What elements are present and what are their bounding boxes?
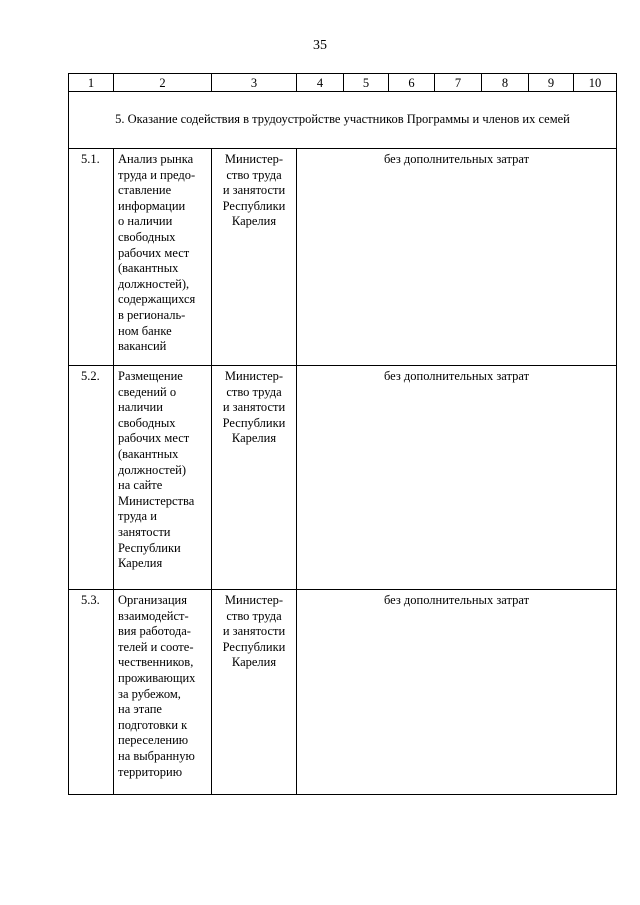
table-row bbox=[69, 590, 617, 795]
section-title: 5. Оказание содействия в трудоустройстве участников Программы и членов их семей bbox=[69, 92, 617, 149]
column-header-8: 8 bbox=[482, 74, 529, 92]
column-header-4: 4 bbox=[297, 74, 344, 92]
column-header-5: 5 bbox=[344, 74, 389, 92]
funding-note: без дополнительных затрат bbox=[297, 366, 617, 590]
column-header-7: 7 bbox=[435, 74, 482, 92]
column-header-6: 6 bbox=[389, 74, 435, 92]
row-number: 5.3. bbox=[69, 590, 114, 795]
column-header-1: 1 bbox=[69, 74, 114, 92]
column-header-9: 9 bbox=[529, 74, 574, 92]
funding-note: без дополнительных затрат bbox=[297, 590, 617, 795]
column-header-3: 3 bbox=[212, 74, 297, 92]
funding-note: без дополнительных затрат bbox=[297, 149, 617, 366]
row-number: 5.2. bbox=[69, 366, 114, 590]
section-row bbox=[69, 92, 617, 149]
measure-description: Организация взаимодейст- вия работода- телей и сооте- чественников, проживающих за рубежом, на этапе подготовки к переселению на выбранную территорию bbox=[114, 590, 212, 795]
row-number: 5.1. bbox=[69, 149, 114, 366]
responsible-executor: Министер- ство труда и занятости Республики Карелия bbox=[212, 366, 297, 590]
column-header-2: 2 bbox=[114, 74, 212, 92]
program-table bbox=[68, 73, 617, 795]
measure-description: Размещение сведений о наличии свободных рабочих мест (вакантных должностей) на сайте Министерства труда и занятости Республики Карелия bbox=[114, 366, 212, 590]
column-number-row bbox=[69, 74, 617, 92]
measure-description: Анализ рынка труда и предо- ставление информации о наличии свободных рабочих мест (вакантных должностей), содержащихся в региональ- ном банке вакансий bbox=[114, 149, 212, 366]
column-header-10: 10 bbox=[574, 74, 617, 92]
responsible-executor: Министер- ство труда и занятости Республики Карелия bbox=[212, 590, 297, 795]
page-number: 35 bbox=[313, 38, 327, 53]
table-row bbox=[69, 366, 617, 590]
responsible-executor: Министер- ство труда и занятости Республики Карелия bbox=[212, 149, 297, 366]
table-row bbox=[69, 149, 617, 366]
